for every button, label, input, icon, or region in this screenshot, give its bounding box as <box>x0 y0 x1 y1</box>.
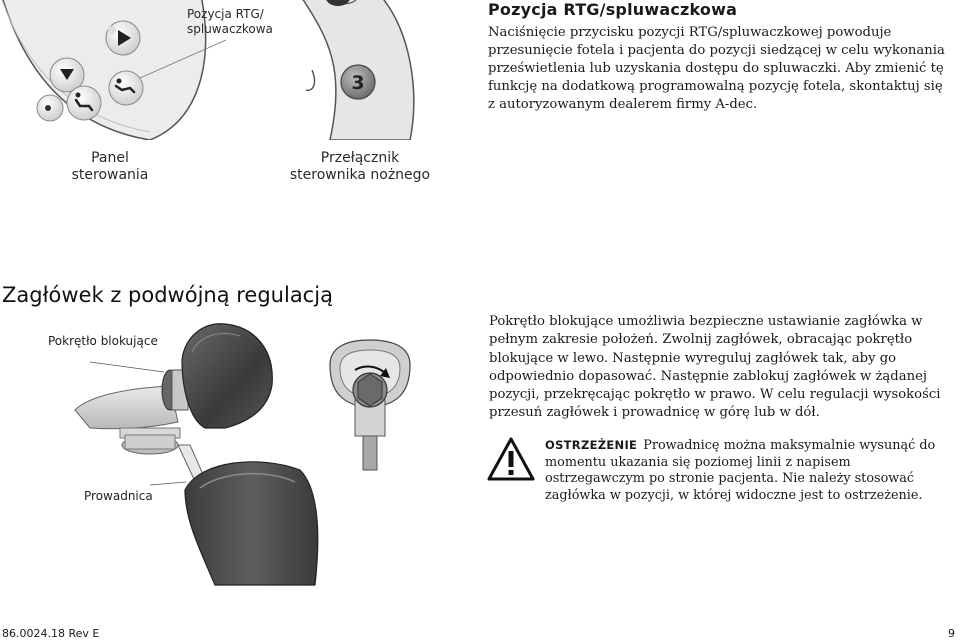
section-title-headrest: Zagłówek z podwójną regulacją <box>2 283 333 307</box>
warning-triangle-icon <box>487 437 535 481</box>
warning-label: OSTRZEŻENIE <box>545 438 638 452</box>
control-panel-label: Panel sterowania <box>71 150 149 183</box>
footer-page-number: 9 <box>948 627 955 640</box>
warning-text: Prowadnicę można maksymalnie wysunąć do momentu ukazania się poziomej linii z napisem ostrzegawczym po stronie pacjenta. Nie należy stosować zagłówka w pozycji, w której widoczne jest to ostrzeżenie. <box>545 438 936 503</box>
svg-text:3: 3 <box>351 72 365 94</box>
footer-doc-number: 86.0024.18 Rev E <box>2 627 100 640</box>
foot-switch-badge <box>341 65 375 99</box>
lock-knob-label: Pokrętło blokujące <box>48 334 158 348</box>
rtg-description: Naciśnięcie przycisku pozycji RTG/spluwaczkowej powoduje przesunięcie fotela i pacjenta do pozycji siedzącej w celu wykonania prześwietlenia lub uzyskania dostępu do spluwaczki. Aby zmienić tę funkcję na dodatkową programowalną pozycję fotela, skontaktuj się z autoryzowanym dealerem firmy A-dec. <box>488 25 945 112</box>
panel-button-up-icon <box>106 21 140 55</box>
rtg-callout: Pozycja RTG/ spluwaczkowa <box>187 7 273 36</box>
section-title-rtg: Pozycja RTG/spluwaczkowa <box>488 0 738 19</box>
warning-block <box>545 437 945 504</box>
foot-switch-label: Przełącznik sterownika nożnego <box>289 150 431 183</box>
headrest-illustration <box>0 310 480 590</box>
guide-rail-label: Prowadnica <box>84 489 153 503</box>
panel-button-rtg-icon <box>109 71 143 105</box>
panel-button-chair-icon <box>67 86 101 120</box>
headrest-description: Pokrętło blokujące umożliwia bezpieczne ustawianie zagłówka w pełnym zakresie położeń. Zwolnij zagłówek, obracając pokrętło blokujące w lewo. Następnie wyreguluj zagłówek tak, aby go odpowiednio dopasować. Następnie zablokuj zagłówek w żądanej pozycji, przekręcając pokrętło w prawo. W celu regulacji wysokości przesuń zagłówek i prowadnicę w górę lub w dół. <box>489 314 941 421</box>
